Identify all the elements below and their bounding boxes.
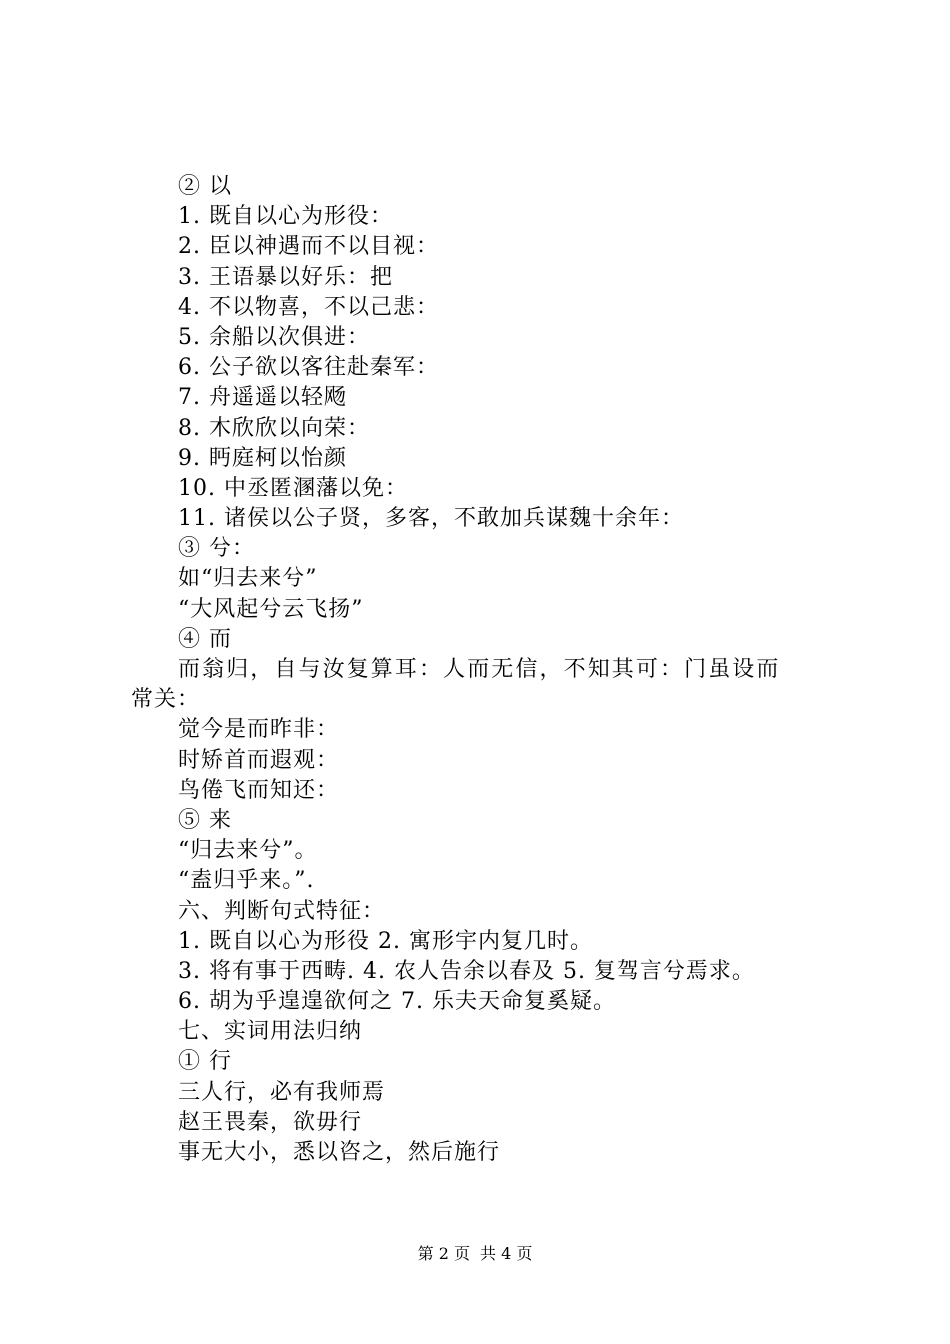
document-body [131, 172, 831, 1168]
text-line: 而翁归，自与汝复算耳：人而无信，不知其可：门虽设而 [178, 657, 781, 682]
text-line: 觉今是而昨非： [178, 717, 340, 743]
text-line: 11. 诸侯以公子贤，多客，不敢加兵谋魏十余年： [178, 506, 684, 532]
text-line: 3. 王语暴以好乐：把 [178, 264, 393, 290]
text-line: ① 行 [178, 1049, 232, 1075]
text-line: “盍归乎来。”. [178, 868, 315, 894]
text-line: 如“归去来兮” [178, 566, 318, 592]
text-line: 4. 不以物喜，不以己悲： [178, 294, 439, 320]
text-line: 3. 将有事于西畴. 4. 农人告余以春及 5. 复驾言兮焉求。 [178, 958, 755, 984]
text-line: 7. 舟遥遥以轻飏 [178, 385, 347, 411]
text-line: 9. 眄庭柯以怡颜 [178, 445, 347, 471]
text-line: 2. 臣以神遇而不以目视： [178, 234, 439, 260]
text-line: ③ 兮： [178, 536, 255, 562]
section-heading: 六、判断句式特征： [178, 898, 386, 924]
text-line: 1. 既自以心为形役 2. 寓形宇内复几时。 [178, 928, 593, 954]
text-line: 1. 既自以心为形役： [178, 204, 393, 230]
section-heading: 七、实词用法归纳 [178, 1019, 363, 1045]
text-line: 8. 木欣欣以向荣： [178, 415, 370, 441]
text-line: 6. 公子欲以客往赴秦军： [178, 355, 439, 381]
text-line: 10. 中丞匿溷藩以免： [178, 475, 408, 501]
text-line: ⑤ 来 [178, 807, 232, 833]
text-line: 三人行，必有我师焉 [178, 1079, 386, 1105]
text-line: “归去来兮”。 [178, 838, 318, 864]
text-line: 6. 胡为乎遑遑欲何之 7. 乐夫天命复奚疑。 [178, 989, 616, 1015]
text-line: 事无大小，悉以咨之，然后施行 [178, 1140, 501, 1165]
text-line: ② 以 [178, 174, 232, 199]
page-number: 第 2 页 [417, 1244, 470, 1263]
text-line-continuation: 常关： [131, 687, 201, 713]
text-line: “大风起兮云飞扬” [178, 596, 364, 622]
text-line: 赵王畏秦，欲毋行 [178, 1109, 363, 1135]
text-line: 5. 余船以次俱进： [178, 324, 370, 350]
page-footer [0, 1244, 950, 1264]
text-line: ④ 而 [178, 626, 232, 652]
text-line: 鸟倦飞而知还： [178, 777, 340, 803]
text-line: 时矫首而遐观： [178, 747, 340, 773]
page-total: 共 4 页 [480, 1244, 533, 1263]
